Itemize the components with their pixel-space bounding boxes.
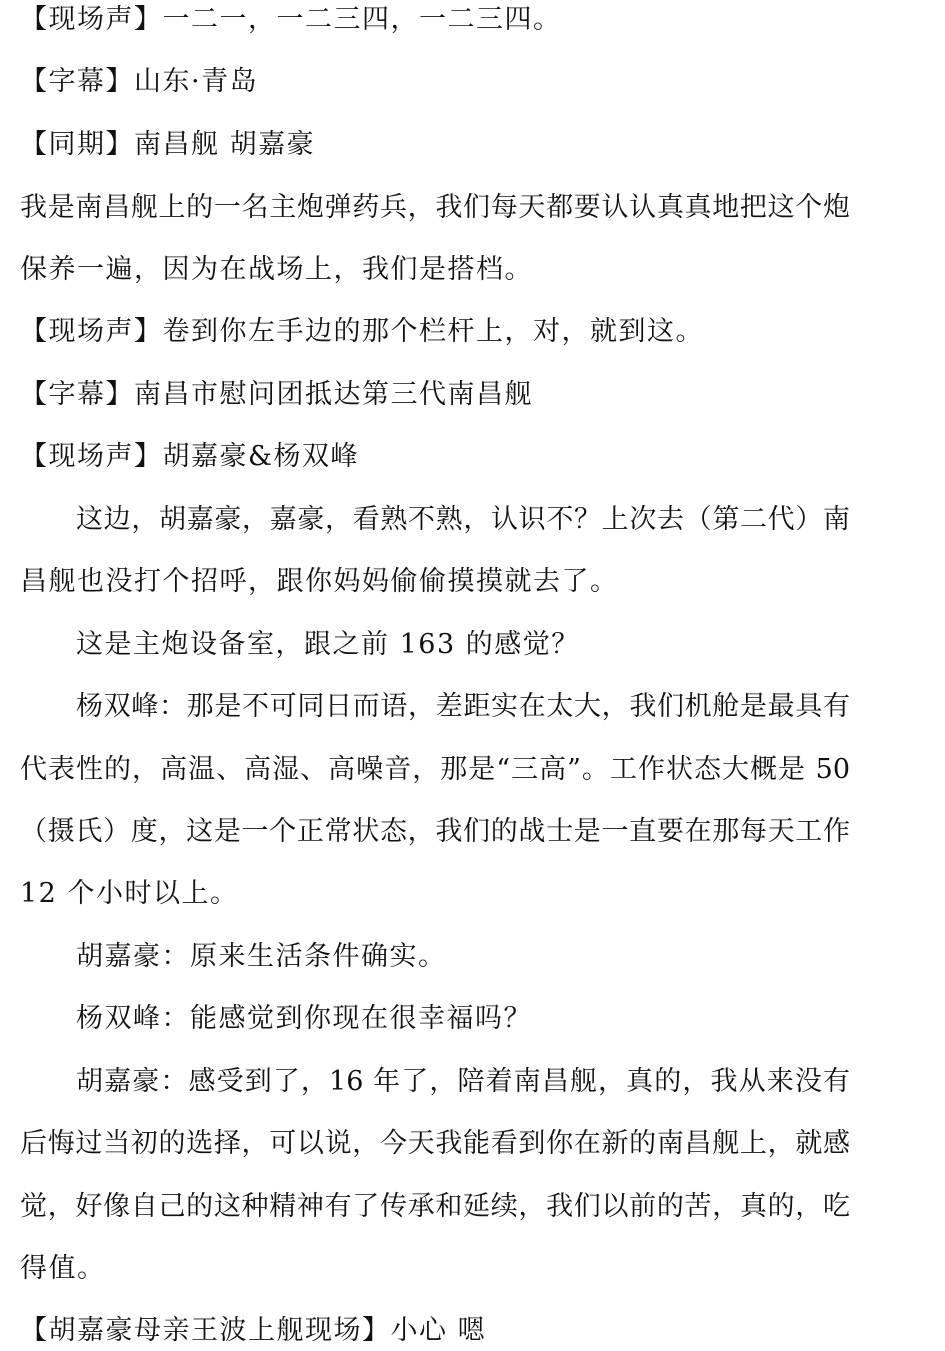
caption-line: 【字幕】南昌市慰问团抵达第三代南昌舰 (20, 379, 533, 410)
paragraph-line: 保养一遍，因为在战场上，我们是搭档。 (20, 254, 533, 285)
dialogue-line: 后悔过当初的选择，可以说，今天我能看到你在新的南昌舰上，就感 (20, 1128, 850, 1159)
dialogue-line: 代表性的，高温、高湿、高噪音，那是“三高”。工作状态大概是 50 (20, 754, 850, 785)
dialogue-line: 杨双峰：那是不可同日而语，差距实在太大，我们机舱是最具有 (76, 691, 850, 722)
dialogue-line: 杨双峰：能感觉到你现在很幸福吗？ (76, 1003, 532, 1034)
paragraph-line: 我是南昌舰上的一名主炮弹药兵，我们每天都要认认真真地把这个炮 (20, 192, 850, 223)
dialogue-line: 这是主炮设备室，跟之前 163 的感觉？ (76, 629, 580, 660)
caption-location-line: 【字幕】山东·青岛 (20, 66, 259, 97)
scene-sound-line-2: 【现场声】卷到你左手边的那个栏杆上，对，就到这。 (20, 316, 704, 347)
dialogue-line: （摄氏）度，这是一个正常状态，我们的战士是一直要在那每天工作 (20, 816, 850, 847)
dialogue-line: 胡嘉豪：原来生活条件确实。 (76, 941, 447, 972)
dialogue-line: 昌舰也没打个招呼，跟你妈妈偷偷摸摸就去了。 (20, 566, 619, 597)
sync-speaker-line: 【同期】南昌舰 胡嘉豪 (20, 129, 316, 160)
dialogue-line: 得值。 (20, 1253, 106, 1284)
dialogue-line: 觉，好像自己的这种精神有了传承和延续，我们以前的苦，真的，吃 (20, 1191, 850, 1222)
scene-heading-line: 【胡嘉豪母亲王波上舰现场】小心 嗯 (20, 1315, 487, 1346)
dialogue-line: 这边，胡嘉豪，嘉豪，看熟不熟，认识不？上次去（第二代）南 (76, 504, 850, 535)
dialogue-line: 12 个小时以上。 (20, 878, 239, 909)
scene-sound-line-1: 【现场声】一二一，一二三四，一二三四。 (20, 4, 562, 35)
dialogue-line: 胡嘉豪：感受到了，16 年了，陪着南昌舰，真的，我从来没有 (76, 1066, 850, 1097)
scene-sound-line-3: 【现场声】胡嘉豪&杨双峰 (20, 441, 360, 472)
